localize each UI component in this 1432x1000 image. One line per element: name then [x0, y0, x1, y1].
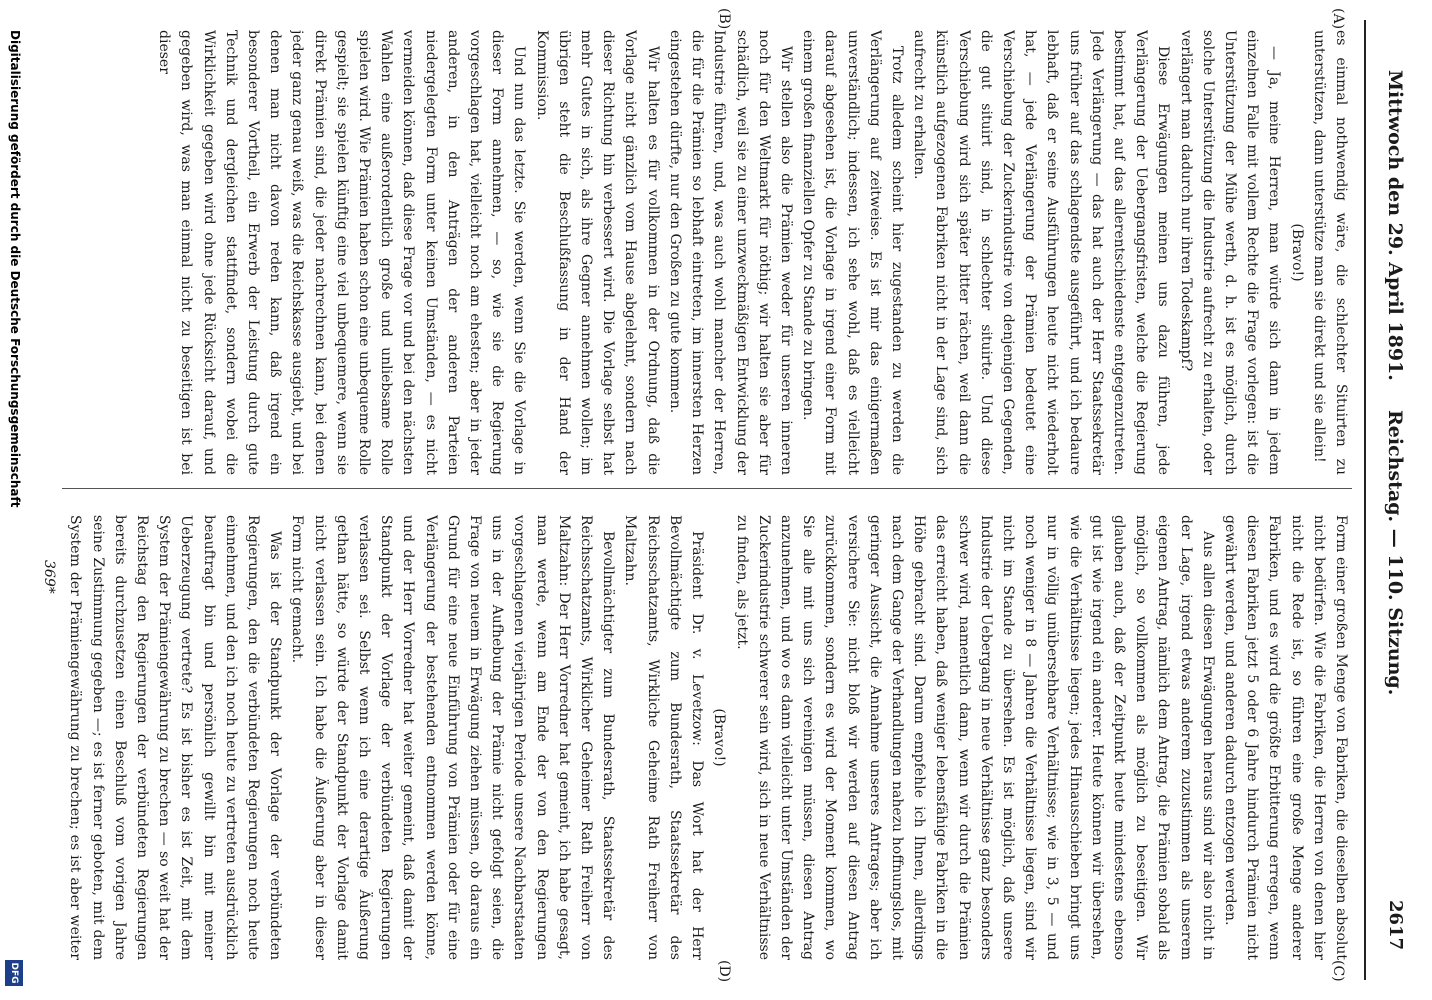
dfg-logo: DFG [5, 960, 23, 986]
paragraph: es einmal nothwendig wäre, die schlechter Situirten zu unterstützen, dann unterstütze man sie direkt und sie allein! [1310, 30, 1349, 475]
column-divider [62, 488, 1352, 489]
paragraph: Trotz alledem scheint hier zugestanden zu werden die Verlängerung auf zeitweise. Es ist mir das einigermaßen unverständlich; indessen, ich sehe wohl, daß es vielleicht darauf abgesehen ist, die Vorlage in irgend einer Form mit einem großen finanziellen Opfer zu Stande zu bringen. [800, 30, 905, 475]
digitization-footer [0, 0, 24, 1000]
applause-note: (Bravo!) [711, 708, 728, 767]
paragraph: Diese Erwägungen meinen uns dazu führen, jede Verlängerung der Uebergangsfristen, welche die Regierung bestimmt hat, auf das allerentschiedenste entgegenzutreten. Jede Verlängerung — das hat auch der Herr Staatssekretär uns früher auf das schlagendste ausgeführt, und ich bedaure lebhaft, daß er seine Ausführungen heute nicht wiederholt hat, — jede Verlängerung der Prämien bedeutet eine Verschiebung der Zuckerindustrie von denjenigen Gegenden, die gut situirt sind, in schlechter situirte. Und diese Verschiebung wird sich später bitter rächen, weil dann die künstlich aufgezogenen Fabriken nicht in der Lage sind, sich aufrecht zu erhalten. [911, 30, 1172, 475]
paragraph: Was ist der Standpunkt der Vorlage der verbündeten Regierungen, den die verbündeten Regierungen noch heute einnehmen, und den ich noch heute zu vertreten ausdrücklich beauftragt bin und persönlich gewillt bin mit meiner Ueberzeugung vertrete? Es ist bisher es ist Zeit, mit dem System der Prämiengewährung zu brechen — so weit hat der Reichstag den Regierungen der verbündeten Regierungen bereits durchzusetzen einen Beschluß vom vorigen Jahre seine Zustimmung gegeben —; es ist ferner geboten, mit dem System der Prämiengewährung zu brechen; es ist aber weiter [67, 515, 284, 960]
page-number: 2617 [1385, 900, 1406, 951]
left-text-column [62, 30, 1352, 475]
funding-note: Digitalisierung gefördert durch die Deutsche Forschungsgemeinschaft [8, 30, 22, 508]
paragraph: Und nun das letzte. Sie werden, wenn Sie die Vorlage in dieser Form annehmen, — so, wie sie die Regierung vorgeschlagen hat, vielleicht noch am ehesten; aber in jeder anderen, in den Anträgen der anderen Parteien niedergelegten Form unter keinen Umständen, — es nicht vermeiden können, daß diese Frage vor und bei den nächsten Wahlen eine außerordentlich große und unliebsame Rolle spielen wird. Wie Prämien haben schon eine unbequeme Rolle gespielt; sie spielen künftig eine viel unbequemere, wenn sie direkt Prämien sind, die jeder nachrechnen kann, bei denen jeder ganz genau weiß, was die Reichskasse ausgiebt, und bei denen man nicht davon reden kann, daß irgend ein besonderer Vortheil, ein Erwerb der Leistung durch gute Technik und dergleichen stattfindet, sondern wobei die Wirklichkeit gegeben wird ohne jede Rücksicht darauf, und gegeben wird, was man einmal nicht zu beseitigen ist bei dieser [156, 30, 528, 475]
paragraph: Form einer großen Menge von Fabriken, die dieselben absolut nicht bedürfen. Wie die Fabriken, die Herren von denen hier nicht die Rede ist, so führen eine große Menge anderer Fabriken, und es wird die größte Erbitterung erregen, wenn diesen Fabriken jetzt 5 oder 6 Jahre hindurch Prämien nicht gewährt werden, und anderen dadurch entzogen werden. [1221, 515, 1349, 960]
paragraph: Präsident Dr. v. Levetzow: Das Wort hat der Herr Bevollmächtigte zum Bundesrath, Staatssekretär des Reichsschatzamts, Wirkliche Geheime Rath Freiherr von Maltzahn. [622, 515, 706, 960]
paragraph: — Ja, meine Herren, man würde sich dann in jedem einzelnen Falle mit vollem Rechte die Frage vorlegen: ist die Unterstützung der Mühe werth, d. h. ist es möglich, durch solche Unterstützung die Industrie aufrecht zu erhalten, oder verlängert man dadurch nur ihren Todeskampf? [1177, 30, 1283, 475]
margin-marker-b: (B) [716, 8, 732, 30]
header-title-right: Mittwoch den 29. April 1891. [1384, 70, 1406, 381]
margin-marker-a: (A) [1330, 8, 1346, 30]
paragraph: Wir stellen also die Prämien weder für unseren inneren noch für den Weltmarkt für nöthig; wir halten sie aber für schädlich, weil sie zu einer unzweckmäßigen Entwicklung der Industrie führen, und, was auch wohl mancher der Herren, die für die Prämien so lebhaft eintreten, im innersten Herzen eingestehen dürfte, nur den Großen zu gute kommen. [666, 30, 794, 475]
paragraph: Wir halten es für vollkommen in der Ordnung, daß die Vorlage nicht gänzlich vom Hause abgelehnt, sondern nach dieser Richtung hin verbessert wird. Die Vorlage selbst hat mehr Gutes in sich, als ihre Gegner annehmen wollen; im übrigen steht die Beschlußfassung in der Hand der Kommission. [533, 30, 661, 475]
applause-note: (Bravo!) [1288, 223, 1305, 282]
signature-mark: 369* [41, 560, 57, 594]
header-rule [1364, 20, 1366, 980]
right-text-column [62, 515, 1352, 960]
margin-marker-c: (C) [1330, 960, 1346, 982]
margin-marker-d: (D) [716, 960, 732, 983]
header-title-left: Reichstag. — 110. Sitzung. [1384, 410, 1406, 696]
paragraph: Aus allen diesen Erwägungen heraus sind wir also nicht in der Lage, irgend etwas anderem zuzustimmen als unserem eigenen Antrag, nämlich dem Antrag, die Prämien sobald als möglich, so vollkommen als möglich zu beseitigen. Wir glauben auch, daß der Zeitpunkt heute mindestens ebenso gut ist wie irgend ein anderer. Heute können wir übersehen, wie die Verhältnisse liegen; jedes Hinausschieben bringt uns nur in völlig unübersehbare Verhältnisse; wie in 3, 5 — und noch weniger in 8 — Jahren die Verhältnisse liegen, sind wir nicht im Stande zu übersehen. Es ist möglich, daß unsere Industrie der Uebergang in neue Verhältnisse ganz besonders schwer wird, namentlich dann, wenn wir durch die Prämien das erreicht haben, daß weniger lebensfähige Fabriken in die Höhe gebracht sind. Darum empfehle ich Ihnen, allerdings nach dem Gange der Verhandlungen nahezu hoffnungslos, mit geringer Aussicht, die Annahme unseres Antrages; aber ich versichere Sie: nicht bloß wir werden auf diesen Antrag zurückkommen, sondern es wird der Moment kommen, wo Sie alle mit uns sich vereinigen müssen, diesen Antrag anzunehmen, und wo es dann vielleicht unter Umständen der Zuckerindustrie schwerer sein wird, sich in neue Verhältnisse zu finden, als jetzt. [733, 515, 1216, 960]
paragraph: Bevollmächtigter zum Bundesrath, Staatssekretär des Reichsschatzamts, Wirklicher Geheimer Rath Freiherr von Maltzahn: Der Herr Vorredner hat gemeint, ich habe gesagt, man werde, wenn am Ende der von den Regierungen vorgeschlagenen vierjährigen Periode unsere Nachbarstaaten uns in der Aufhebung der Prämie nicht gefolgt seien, die Frage von neuem in Erwägung ziehen müssen, ob daraus ein Grund für eine neue Einführung von Prämien oder für eine Verlängerung der bestehenden entnommen werden könne, und der Herr Vorredner hat weiter gemeint, daß damit der Standpunkt der Vorlage der verbündeten Regierungen verlassen sei. Selbst wenn ich eine derartige Äußerung gethan hätte, so würde der Standpunkt der Vorlage damit nicht verlassen sein. Ich habe die Äußerung aber in dieser Form nicht gemacht. [289, 515, 617, 960]
